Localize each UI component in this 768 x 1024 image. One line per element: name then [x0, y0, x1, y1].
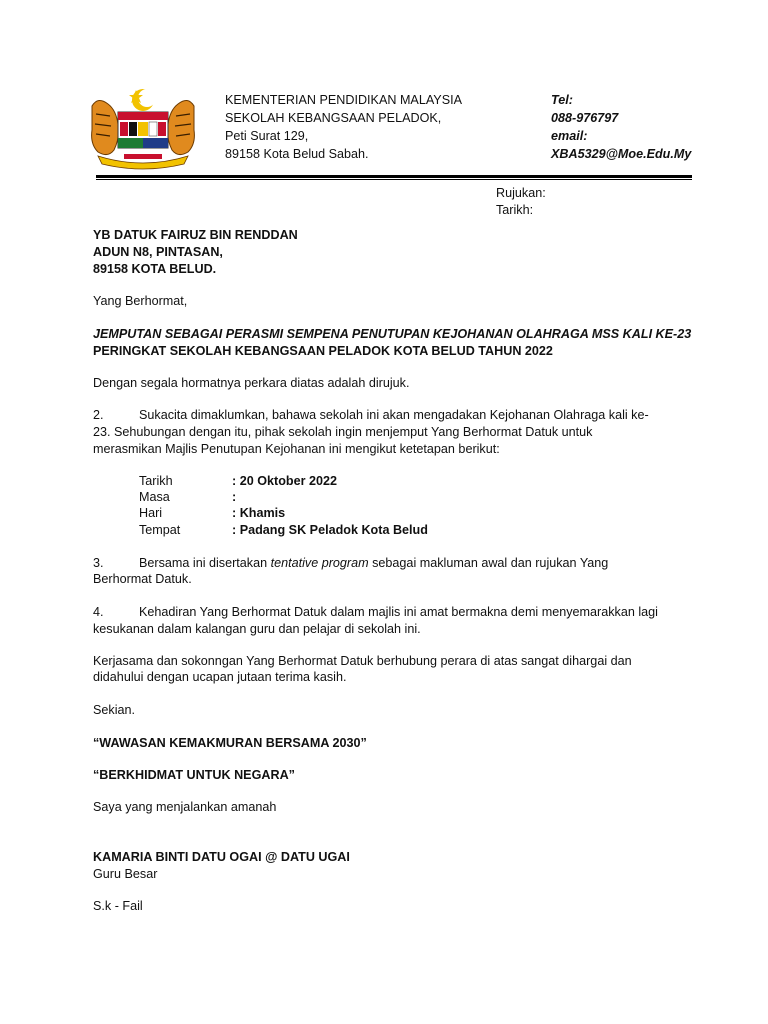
ministry-name: KEMENTERIAN PENDIDIKAN MALAYSIA: [225, 93, 462, 107]
paragraph-3-number: 3.: [93, 556, 104, 570]
paragraph-2-number: 2.: [93, 408, 104, 422]
motto-1: “WAWASAN KEMAKMURAN BERSAMA 2030”: [93, 736, 367, 750]
paragraph-2-line-2: 23. Sehubungan dengan itu, pihak sekolah ingin menjemput Yang Berhormat Datuk untuk: [93, 425, 593, 439]
paragraph-4-number: 4.: [93, 605, 104, 619]
recipient-address-1: ADUN N8, PINTASAN,: [93, 245, 223, 259]
po-box: Peti Surat 129,: [225, 129, 309, 143]
detail-label-tempat: Tempat: [139, 523, 181, 537]
detail-value-tempat: : Padang SK Peladok Kota Belud: [232, 523, 428, 537]
detail-value-masa: :: [232, 490, 237, 504]
paragraph-3-italic: tentative program: [270, 556, 369, 570]
coat-of-arms-icon: [84, 86, 202, 170]
city-address: 89158 Kota Belud Sabah.: [225, 147, 369, 161]
paragraph-1: Dengan segala hormatnya perkara diatas adalah dirujuk.: [93, 376, 410, 390]
closing: Sekian.: [93, 703, 136, 717]
signatory-name: KAMARIA BINTI DATU OGAI @ DATU UGAI: [93, 850, 350, 864]
motto-2: “BERKHIDMAT UNTUK NEGARA”: [93, 768, 295, 782]
tel-label: Tel:: [551, 93, 573, 107]
salutation: Yang Berhormat,: [93, 294, 188, 308]
signatory-title: Guru Besar: [93, 867, 158, 881]
paragraph-3-pre: Bersama ini disertakan: [139, 556, 271, 570]
recipient-name: YB DATUK FAIRUZ BIN RENDDAN: [93, 228, 298, 242]
paragraph-4-line-2: kesukanan dalam kalangan guru dan pelajar di sekolah ini.: [93, 622, 421, 636]
detail-label-hari: Hari: [139, 506, 163, 520]
rujukan-label: Rujukan:: [496, 186, 546, 200]
email-address: XBA5329@Moe.Edu.My: [551, 147, 692, 161]
recipient-address-2: 89158 KOTA BELUD.: [93, 262, 217, 276]
paragraph-4-line-1: Kehadiran Yang Berhormat Datuk dalam majlis ini amat bermakna demi menyemarakkan lagi: [139, 605, 658, 619]
paragraph-3-line-1: [139, 555, 608, 572]
paragraph-2-line-3: merasmikan Majlis Penutupan Kejohanan ini mengikut ketetapan berikut:: [93, 442, 500, 456]
tel-number: 088-976797: [551, 111, 619, 125]
trust-statement: Saya yang menjalankan amanah: [93, 800, 277, 814]
paragraph-2-line-1: Sukacita dimaklumkan, bahawa sekolah ini akan mengadakan Kejohanan Olahraga kali ke-: [139, 408, 649, 422]
paragraph-5-line-2: didahului dengan ucapan jutaan terima kasih.: [93, 670, 347, 684]
tarikh-label: Tarikh:: [496, 203, 534, 217]
subject-line-2: PERINGKAT SEKOLAH KEBANGSAAN PELADOK KOTA BELUD TAHUN 2022: [93, 344, 553, 358]
detail-label-masa: Masa: [139, 490, 170, 504]
detail-value-tarikh: : 20 Oktober 2022: [232, 474, 337, 488]
paragraph-3-post: sebagai makluman awal dan rujukan Yang: [368, 556, 609, 570]
paragraph-3-line-2: Berhormat Datuk.: [93, 572, 192, 586]
email-label: email:: [551, 129, 588, 143]
paragraph-5-line-1: Kerjasama dan sokonngan Yang Berhormat Datuk berhubung perara di atas sangat dihargai dan: [93, 654, 632, 668]
letterhead-divider-thin: [96, 179, 692, 180]
school-name: SEKOLAH KEBANGSAAN PELADOK,: [225, 111, 442, 125]
letterhead-divider: [96, 175, 692, 178]
carbon-copy: S.k - Fail: [93, 899, 143, 913]
subject-line-1: JEMPUTAN SEBAGAI PERASMI SEMPENA PENUTUPAN KEJOHANAN OLAHRAGA MSS KALI KE-23: [93, 327, 692, 341]
detail-value-hari: : Khamis: [232, 506, 286, 520]
detail-label-tarikh: Tarikh: [139, 474, 173, 488]
